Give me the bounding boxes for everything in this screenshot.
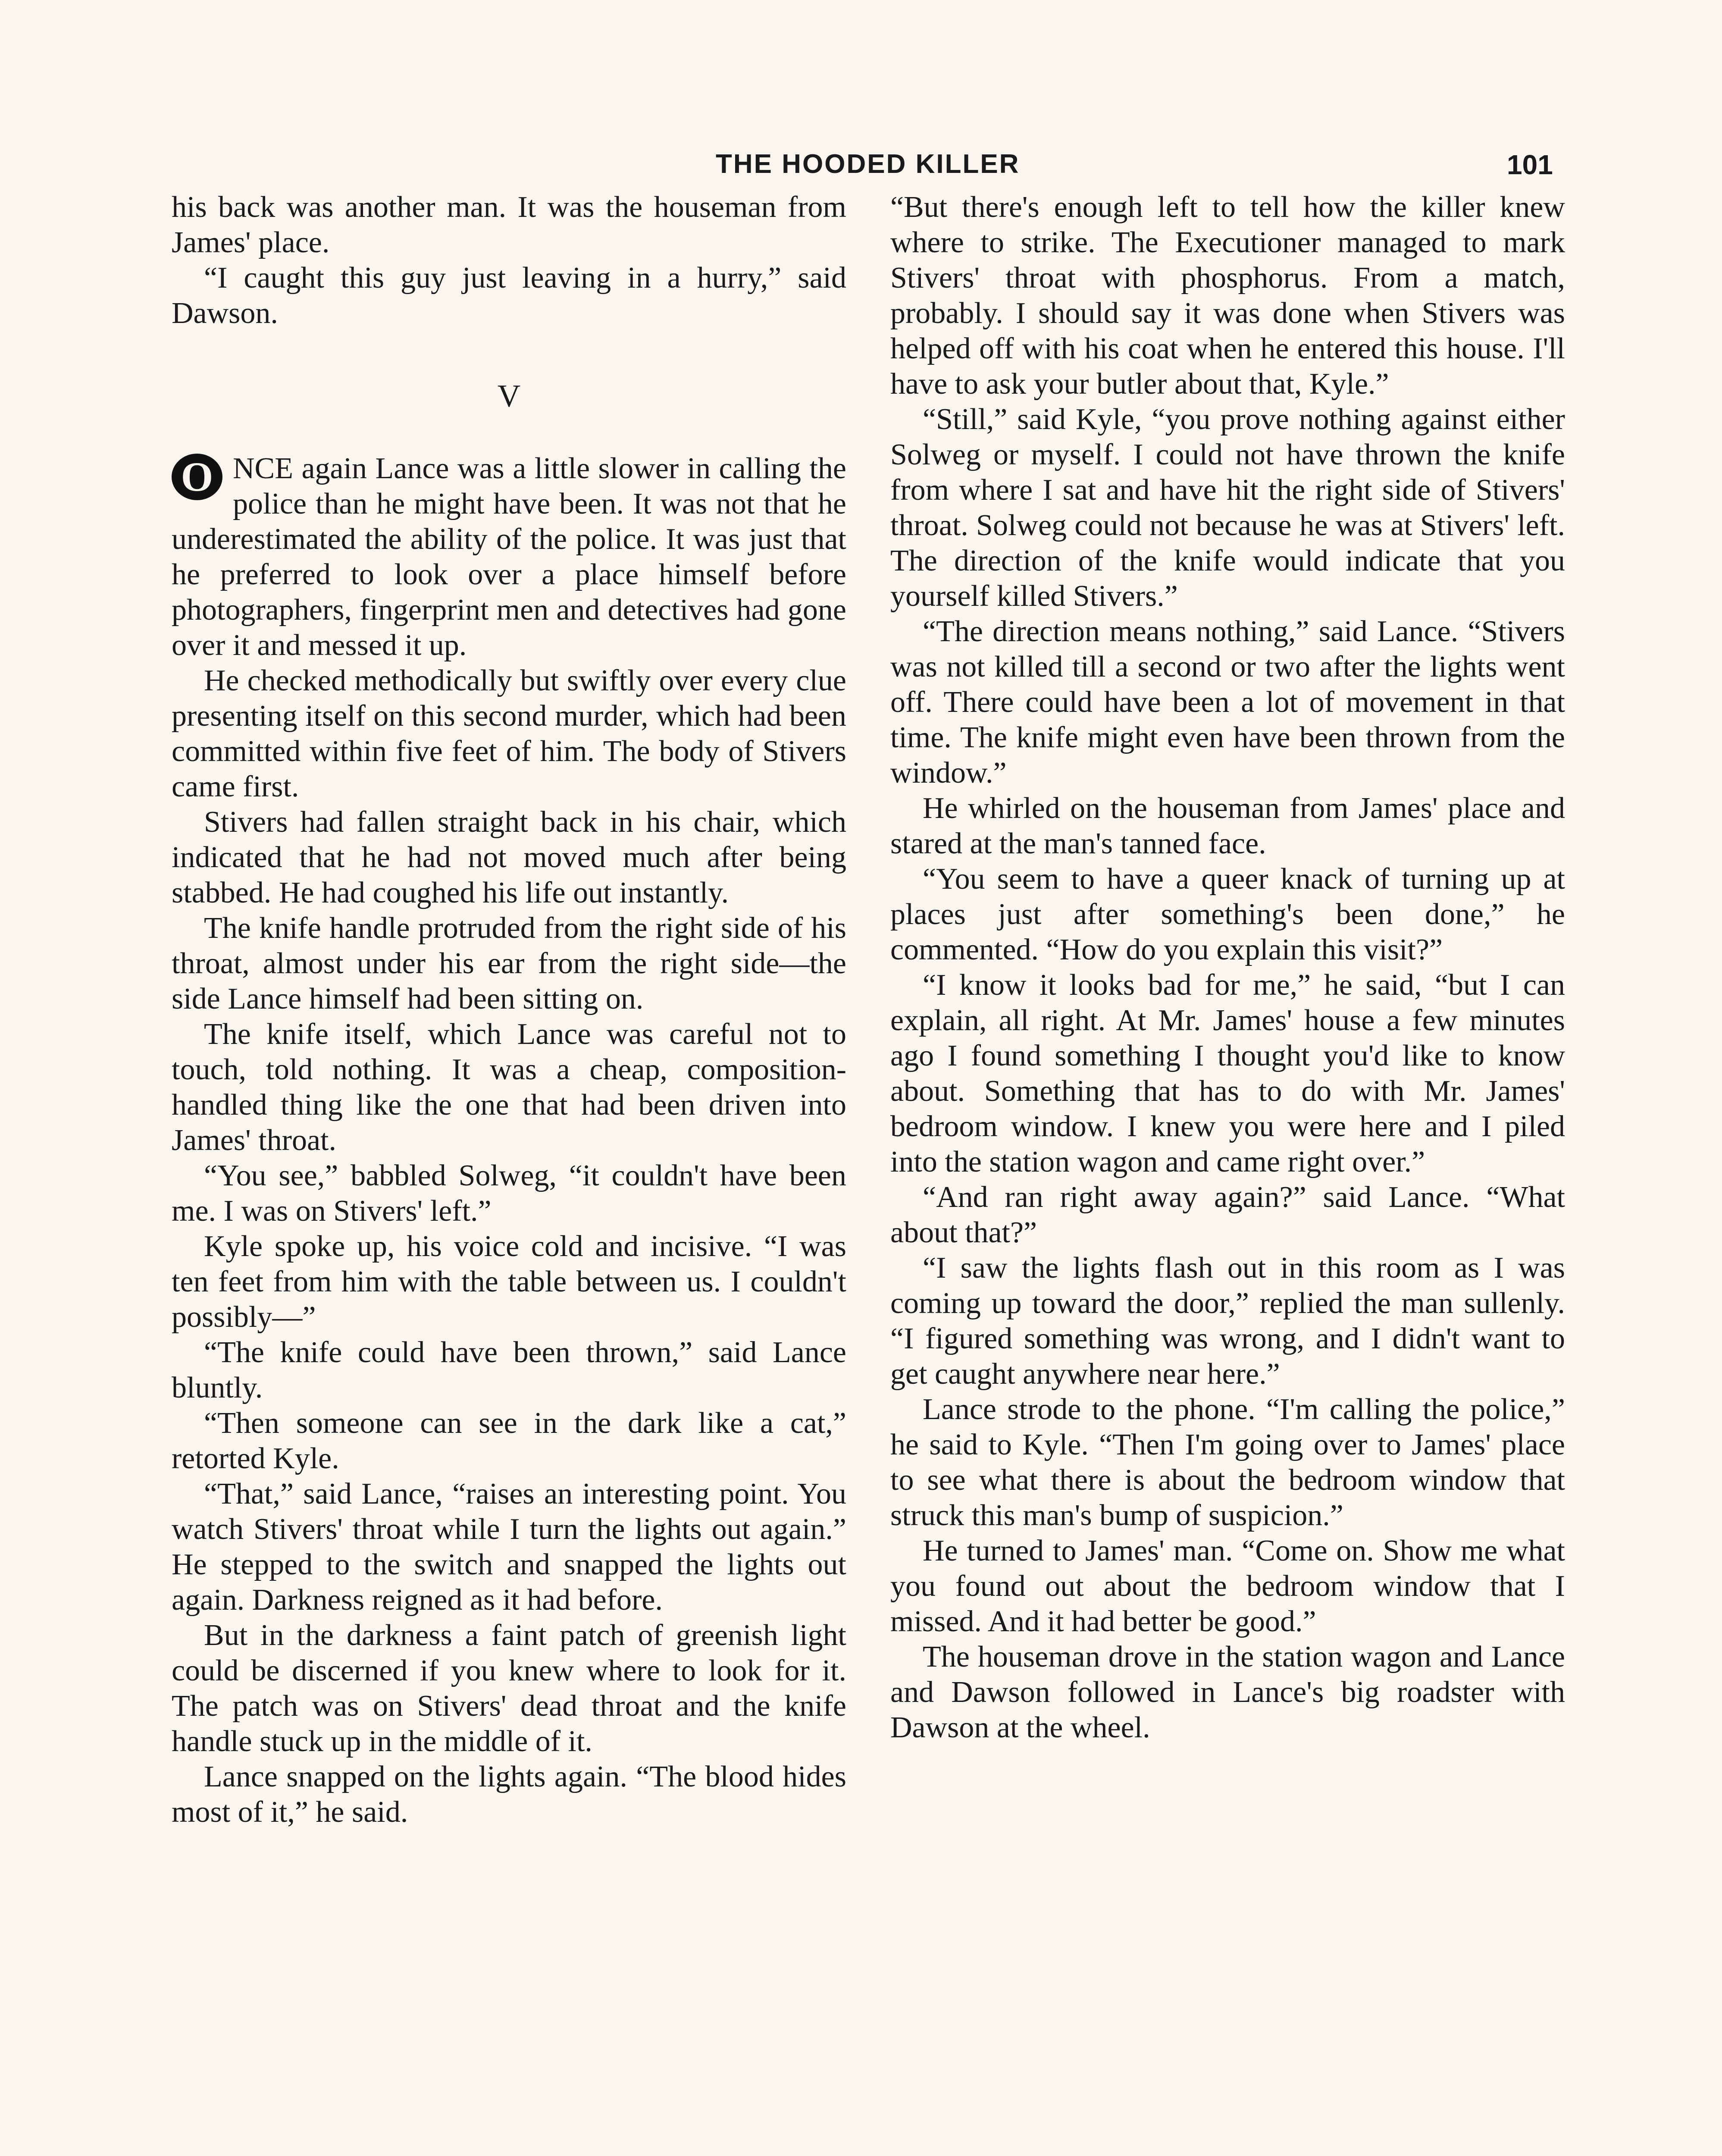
paragraph: “Still,” said Kyle, “you prove nothing against either Solweg or myself. I could not have thrown the knife from where I sat and have hit the right side of Stivers' throat. Solweg could not because he was at Stivers' left. The direction of the knife would indicate that you yourself killed Stivers.”: [890, 403, 1565, 613]
paragraph: Lance strode to the phone. “I'm calling the police,” he said to Kyle. “Then I'm going over to James' place to see what there is about the bedroom window that struck this man's bump of suspicion.”: [890, 1393, 1565, 1532]
running-title: THE HOODED KILLER: [716, 149, 1020, 179]
paragraph: The houseman drove in the station wagon and Lance and Dawson followed in Lance's big roadster with Dawson at the wheel.: [890, 1640, 1565, 1744]
paragraph: “You seem to have a queer knack of turning up at places just after something's been done,” he commented. “How do you explain this visit?”: [890, 862, 1565, 966]
paragraph: “I know it looks bad for me,” he said, “but I can explain, all right. At Mr. James' house a few minutes ago I found something I thought you'd like to know about. Something that has to do with Mr. James' bedroom window. I knew you were here and I piled into the station wagon and came right over.”: [890, 968, 1565, 1178]
paragraph: his back was another man. It was the houseman from James' place.: [172, 191, 846, 259]
paragraph: “The knife could have been thrown,” said Lance bluntly.: [172, 1336, 846, 1404]
paragraph: “That,” said Lance, “raises an interesting point. You watch Stivers' throat while I turn the lights out again.” He stepped to the switch and snapped the lights out again. Darkness reigned as it had before.: [172, 1477, 846, 1617]
paragraph: “But there's enough left to tell how the killer knew where to strike. The Executioner managed to mark Stivers' throat with phosphorus. From a match, probably. I should say it was done when Stivers was helped off with his coat when he entered this house. I'll have to ask your butler about that, Kyle.”: [890, 191, 1565, 401]
paragraph-text: NCE again Lance was a little slower in calling the police than he might have been. It was not that he underestimated the ability of the police. It was just that he preferred to look over a place himself before photographers, fingerprint men and detectives had gone over it and messed it up.: [172, 452, 846, 662]
paragraph: He turned to James' man. “Come on. Show me what you found out about the bedroom window that I missed. And it had better be good.”: [890, 1534, 1565, 1638]
paragraph: “The direction means nothing,” said Lance. “Stivers was not killed till a second or two after the lights went off. There could have been a lot of movement in that time. The knife might even have been thrown from the window.”: [890, 615, 1565, 790]
page-number: 101: [1507, 149, 1553, 180]
paragraph: Kyle spoke up, his voice cold and incisive. “I was ten feet from him with the table between us. I couldn't possibly—”: [172, 1230, 846, 1334]
right-column: [890, 190, 1565, 1745]
paragraph: “I caught this guy just leaving in a hurry,” said Dawson.: [172, 261, 846, 330]
drop-cap: [172, 454, 228, 501]
paragraph-with-dropcap: [172, 451, 846, 663]
paragraph: Lance snapped on the lights again. “The blood hides most of it,” he said.: [172, 1760, 846, 1829]
paragraph: He whirled on the houseman from James' place and stared at the man's tanned face.: [890, 792, 1565, 860]
paragraph: But in the darkness a faint patch of greenish light could be discerned if you knew where to look for it. The patch was on Stivers' dead throat and the knife handle stuck up in the middle of it.: [172, 1619, 846, 1758]
paragraph: “Then someone can see in the dark like a cat,” retorted Kyle.: [172, 1407, 846, 1475]
drop-cap-letter: O: [172, 454, 222, 500]
paragraph: “And ran right away again?” said Lance. “What about that?”: [890, 1181, 1565, 1249]
section-number: V: [497, 379, 521, 414]
paragraph: “I saw the lights flash out in this room as I was coming up toward the door,” replied the man sullenly. “I figured something was wrong, and I didn't want to get caught anywhere near here.”: [890, 1251, 1565, 1391]
running-header: [0, 149, 1722, 188]
paragraph: He checked methodically but swiftly over every clue presenting itself on this second murder, which had been committed within five feet of him. The body of Stivers came first.: [172, 664, 846, 803]
paragraph: “You see,” babbled Solweg, “it couldn't have been me. I was on Stivers' left.”: [172, 1159, 846, 1228]
paragraph: The knife handle protruded from the right side of his throat, almost under his ear from the right side—the side Lance himself had been sitting on.: [172, 912, 846, 1015]
left-column: [172, 190, 846, 1830]
paragraph: The knife itself, which Lance was careful not to touch, told nothing. It was a cheap, composition-handled thing like the one that had been driven into James' throat.: [172, 1018, 846, 1157]
paragraph: Stivers had fallen straight back in his chair, which indicated that he had not moved much after being stabbed. He had coughed his life out instantly.: [172, 805, 846, 909]
